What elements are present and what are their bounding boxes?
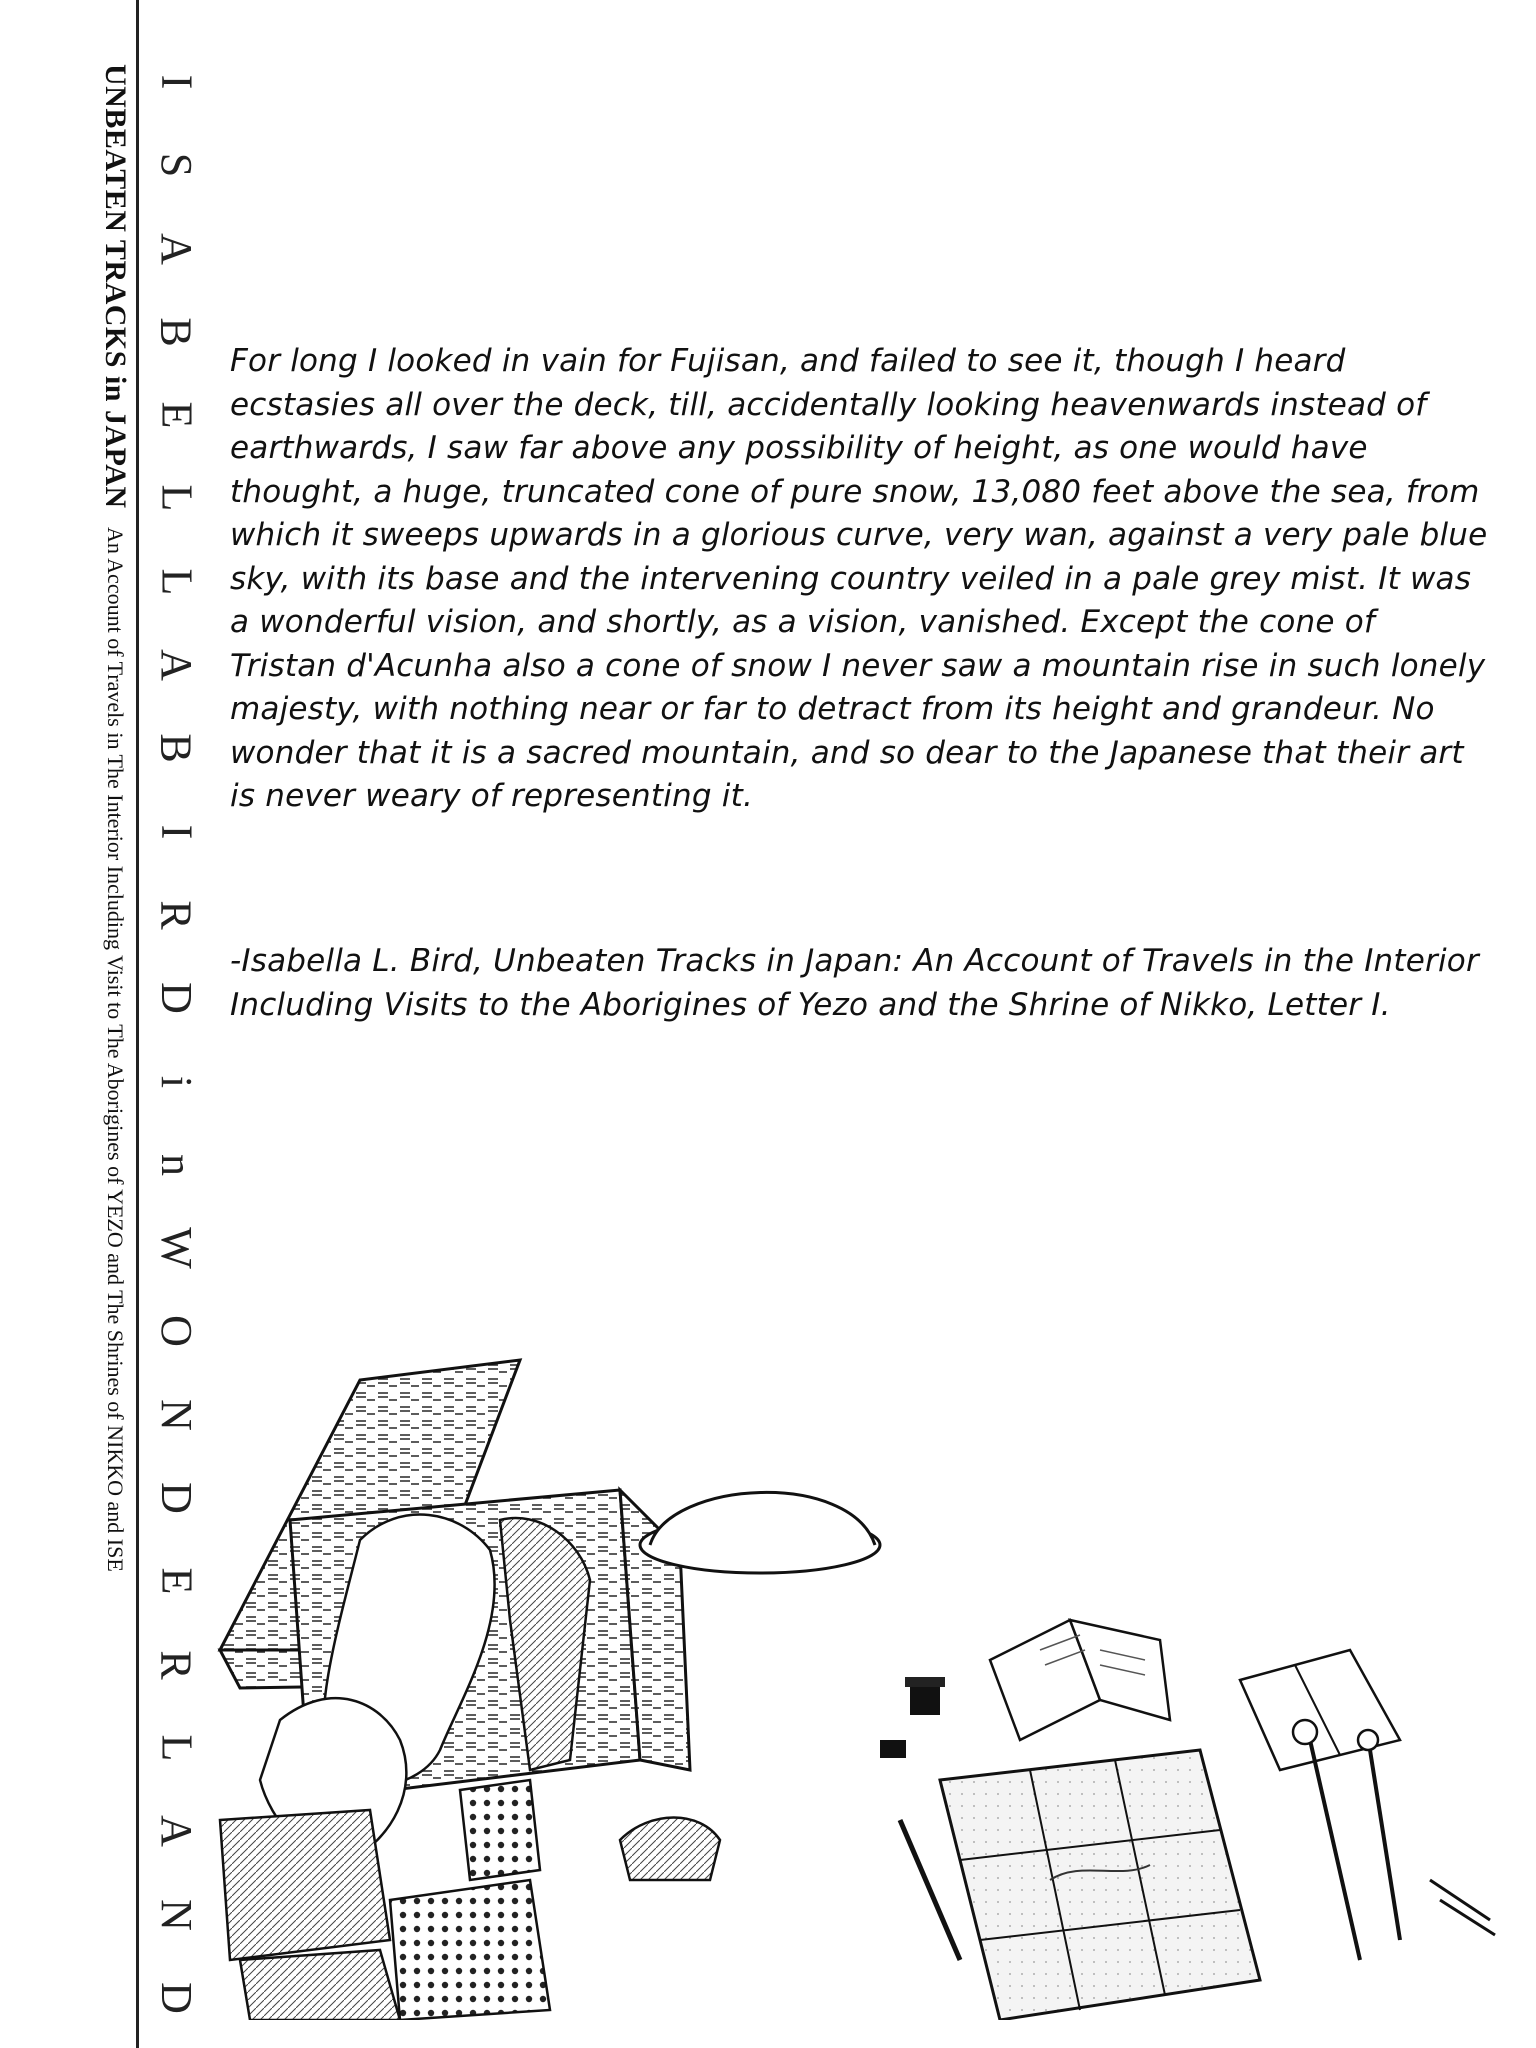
title-letter: R: [151, 900, 201, 930]
folded-map: [940, 1750, 1260, 2020]
title-letter: E: [151, 401, 201, 429]
spine-subtitle-text: An Account of Travels in The Interior Including Visit to The Aborigines of YEZO and The Shrines of NIKKO and ISE: [103, 526, 128, 1572]
title-letter: B: [151, 317, 201, 347]
title-letter: i: [151, 1075, 201, 1088]
title-letter: I: [152, 74, 201, 90]
title-letter: S: [151, 153, 201, 178]
title-letter: W: [152, 1227, 201, 1269]
travel-journal: [1240, 1650, 1400, 1770]
title-letter: A: [152, 1815, 201, 1848]
title-letter: L: [151, 568, 201, 596]
spaced-title-letters: [146, 60, 206, 2020]
title-letter: D: [152, 982, 201, 1015]
title-letter: A: [152, 649, 201, 681]
open-notebook: [990, 1620, 1170, 1740]
title-letter: E: [151, 1567, 201, 1595]
brush-pen: [900, 1820, 960, 1960]
title-letter: R: [151, 1649, 201, 1680]
title-letter: I: [152, 824, 201, 839]
title-letter: A: [152, 232, 201, 265]
spine-title-text: UNBEATEN TRACKS in JAPAN: [99, 64, 132, 509]
vertical-divider: [136, 0, 139, 2048]
title-letter: n: [152, 1153, 201, 1176]
title-letter: N: [152, 1398, 201, 1431]
ink-pots: [880, 1677, 945, 1758]
quote-text: For long I looked in vain for Fujisan, and failed to see it, though I heard ecstasies all over the deck, till, accidentally looking heavenwards instead of earthwards, I saw far above any possibility of height, as one would have thought, a huge, truncated cone of pure snow, 13,080 feet above the sea, from which it sweeps upwards in a glorious curve, very wan, against a very pale blue sky, with its base and the intervening country veiled in a pale grey mist. It was a wonderful vision, and shortly, as a vision, vanished. Except the cone of Tristan d'Acunha also a cone of snow I never saw a mountain rise in such lonely majesty, with nothing near or far to detract from its height and grandeur. No wonder that it is a sacred mountain, and so dear to the Japanese that their art is never weary of representing it.: [230, 343, 1488, 814]
book-spine-title: [72, 64, 132, 1584]
title-letter: B: [151, 733, 201, 764]
title-letter: L: [151, 1734, 201, 1762]
straw-hat: [640, 1492, 880, 1573]
title-letter: O: [152, 1315, 201, 1348]
hair-comb: [620, 1818, 720, 1881]
quote-attribution: -Isabella L. Bird, Unbeaten Tracks in Japan: An Account of Travels in the Interior Including Visits to the Aborigines of Yezo and the Shrine of Nikko, Letter I.: [230, 943, 1479, 1023]
title-letter: N: [152, 1898, 201, 1931]
title-letter: D: [152, 1482, 201, 1514]
title-letter: D: [152, 1981, 201, 2014]
title-letter: L: [151, 485, 201, 512]
travel-gear-illustration: [200, 1320, 1500, 2020]
